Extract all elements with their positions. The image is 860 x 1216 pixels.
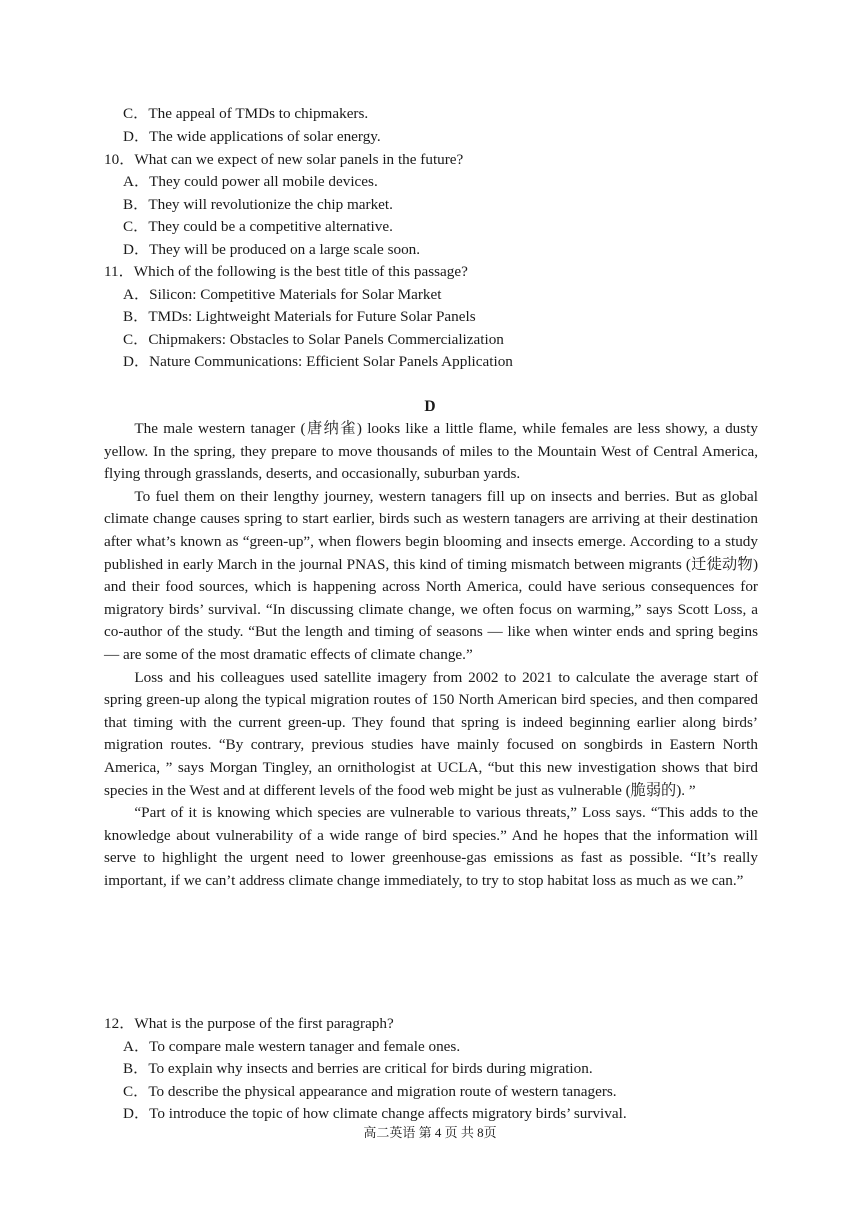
q10-option-a: A．They could power all mobile devices. (123, 173, 378, 190)
q10-option-d: D．They will be produced on a large scale soon. (123, 241, 421, 258)
passage-d (104, 418, 758, 892)
q10-option-b: B．They will revolutionize the chip market. (123, 196, 393, 213)
q12-option-b: B．To explain why insects and berries are critical for birds during migration. (123, 1060, 593, 1077)
q9-option-c: C．The appeal of TMDs to chipmakers. (123, 105, 369, 122)
q11-option-d: D．Nature Communications: Efficient Solar Panels Application (123, 353, 513, 370)
q10-option-c: C．They could be a competitive alternative. (123, 218, 393, 235)
q12-option-a: A．To compare male western tanager and female ones. (123, 1038, 461, 1055)
q11-option-b: B．TMDs: Lightweight Materials for Future Solar Panels (123, 308, 476, 325)
question-12-stem: 12．What is the purpose of the first paragraph? (104, 1015, 394, 1032)
q12-option-d: D．To introduce the topic of how climate change affects migratory birds’ survival. (123, 1105, 627, 1122)
question-11-stem: 11．Which of the following is the best title of this passage? (104, 263, 468, 280)
q11-option-a: A．Silicon: Competitive Materials for Solar Market (123, 286, 442, 303)
passage-paragraph-4: “Part of it is knowing which species are vulnerable to various threats,” Loss says. “This adds to the knowledge about vulnerability of a wide range of bird species.” And he hopes that the information will serve to highlight the urgent need to lower greenhouse-gas emissions as fast as possible. “It’s really important, if we can’t address climate change immediately, to try to stop habitat loss as much as we can.” (104, 804, 758, 889)
page-footer: 高二英语 第 4 页 共 8页 (363, 1125, 497, 1140)
passage-paragraph-3: Loss and his colleagues used satellite imagery from 2002 to 2021 to calculate the average start of spring green-up along the typical migration routes of 150 North American bird species, and then compared that timing with the current green-up. They found that spring is indeed beginning earlier along birds’ migration routes. “By contrary, previous studies have mainly focused on songbirds in Eastern North America, ” says Morgan Tingley, an ornithologist at UCLA, “but this new investigation shows that bird species in the West and at different levels of the food web might be just as vulnerable (脆弱的). ” (104, 668, 758, 799)
q11-option-c: C．Chipmakers: Obstacles to Solar Panels Commercialization (123, 331, 504, 348)
q12-option-c: C．To describe the physical appearance and migration route of western tanagers. (123, 1083, 617, 1100)
section-title: D (424, 398, 436, 415)
q9-option-d: D．The wide applications of solar energy. (123, 128, 381, 145)
question-10-stem: 10．What can we expect of new solar panels in the future? (104, 151, 464, 168)
passage-paragraph-2: To fuel them on their lengthy journey, western tanagers fill up on insects and berries. But as global climate change causes spring to start earlier, birds such as western tanagers are arriving at their destination after what’s known as “green-up”, when flowers begin blooming and insects emerge. According to a study published in early March in the journal PNAS, this kind of timing mismatch between migrants (迁徙动物) and their food sources, which is happening across North America, could have serious consequences for migratory birds’ survival. “In discussing climate change, we often focus on warming,” says Scott Loss, a co-author of the study. “But the length and timing of seasons — like when winter ends and spring begins — are some of the most dramatic effects of climate change.” (104, 487, 758, 663)
passage-paragraph-1: The male western tanager (唐纳雀) looks like a little flame, while females are less showy, a dusty yellow. In the spring, they prepare to move thousands of miles to the Mountain West of Central America, flying through grasslands, deserts, and occasionally, suburban yards. (104, 420, 758, 483)
